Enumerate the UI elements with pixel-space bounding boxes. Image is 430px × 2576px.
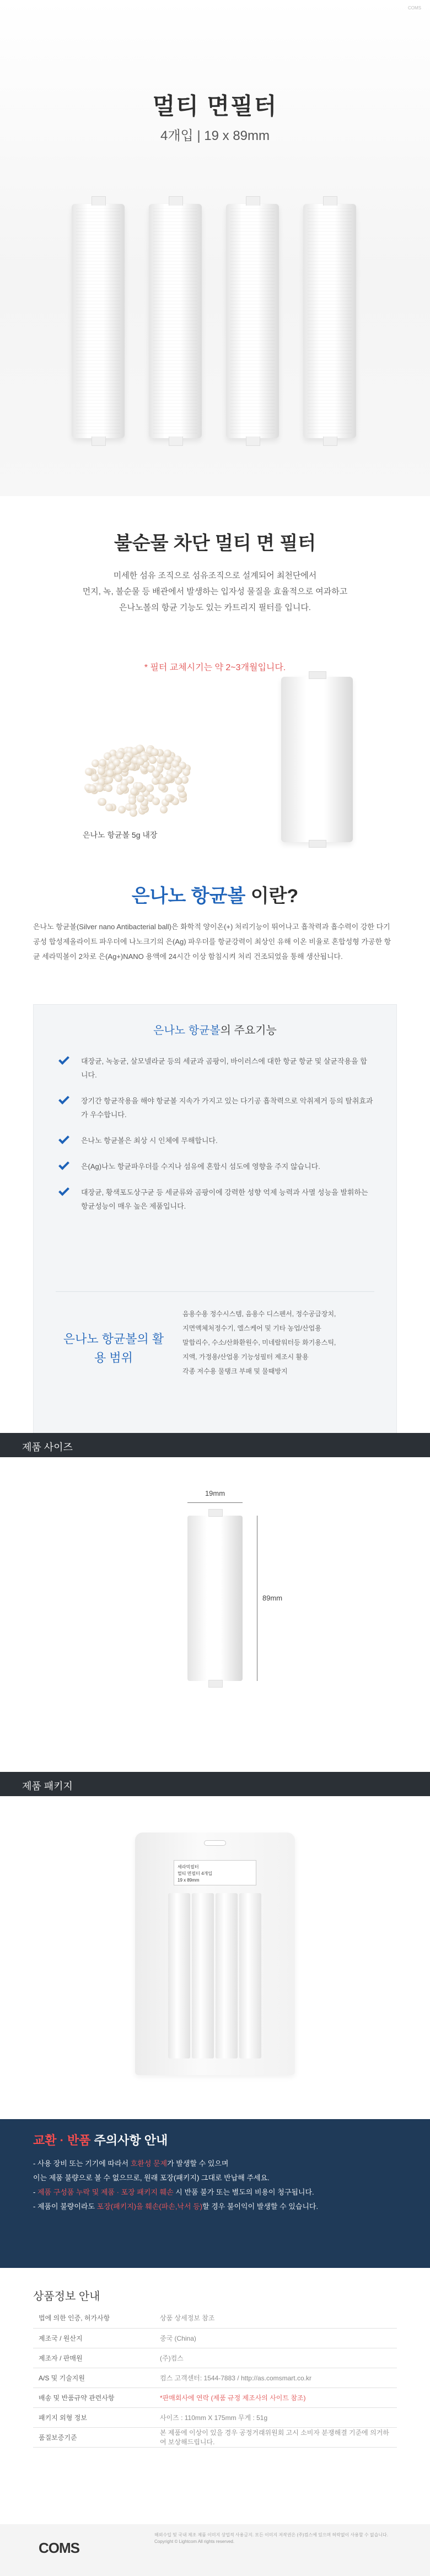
width-dimension-label: 19mm	[205, 1489, 225, 1497]
hang-hole	[204, 1840, 226, 1846]
table-row	[33, 2407, 397, 2427]
size-section-label: 제품 사이즈	[22, 1442, 73, 1453]
caution-highlight: 제품 구성품 누락 및 제품 · 포장 패키지 훼손	[37, 2188, 174, 2196]
info-key: 법에 의한 인증, 허가사항	[33, 2308, 154, 2328]
caution-highlight: 호환성 문제	[130, 2159, 168, 2168]
functions-box	[33, 1004, 397, 1456]
use-range-line: 음용수용 정수시스템, 음용수 디스펜서, 정수공급장치,	[182, 1310, 336, 1318]
functions-list	[59, 1054, 373, 1225]
table-row	[33, 2308, 397, 2328]
filter-image	[149, 204, 202, 438]
ceramic-ball	[123, 755, 131, 763]
package-image	[135, 1833, 295, 2075]
use-range-line: 각종 저수용 물탱크 부패 및 물때방지	[182, 1367, 288, 1375]
functions-title-highlight: 은나노 항균볼	[153, 1025, 221, 1037]
caution-text: 이는 제품 불량으로 볼 수 없으므로, 원래 포장(패키지) 그대로 반납해 주세요.	[33, 2174, 270, 2182]
info-key: 품질보증기준	[33, 2427, 154, 2447]
info-key: 배송 및 반품규약 관련사항	[33, 2388, 154, 2407]
filter-image	[226, 204, 279, 438]
ceramic-ball	[118, 806, 126, 813]
ceramic-ball	[182, 768, 190, 776]
intro-line: 은나노볼의 항균 기능도 있는 카트리지 필터를 입니다.	[119, 603, 311, 612]
info-value: 상품 상세정보 참조	[154, 2308, 397, 2328]
product-title: 멀티 면필터	[152, 93, 278, 119]
caution-text: - 사용 장비 또는 기기에 따라서	[33, 2159, 131, 2168]
ceramic-ball	[146, 784, 154, 792]
ceramic-ball	[136, 782, 143, 790]
ceramic-ball	[105, 776, 113, 784]
ceramic-ball	[106, 769, 114, 777]
function-text: 대장균, 황색포도상구균 등 세균류와 곰팡이에 강력한 성향 억제 능력과 사멸 성능을 발휘하는 항균성능이 매우 높은 제품입니다.	[81, 1188, 368, 1210]
filter-image	[303, 204, 356, 438]
package-label	[174, 1860, 256, 1885]
size-filter-image	[187, 1516, 243, 1681]
package-label-line: 19 x 89mm	[178, 1878, 200, 1883]
check-icon	[58, 1093, 69, 1104]
ceramic-ball	[130, 809, 137, 817]
function-item	[59, 1134, 373, 1147]
ceramic-ball	[126, 776, 134, 784]
packaged-filter	[192, 1893, 214, 2058]
replacement-notice: * 필터 교체시기는 약 2~3개월입니다.	[144, 663, 286, 672]
function-text: 장기간 항균작용을 해야 항균볼 지속가 가지고 있는 다기공 흡착력으로 악취제거 등의 탈취효과가 우수합니다.	[81, 1097, 373, 1119]
filter-closeup-image	[281, 677, 353, 842]
hero-section	[0, 0, 430, 496]
ceramic-ball	[128, 797, 136, 805]
filter-image-group	[72, 182, 358, 468]
use-range-line: 지액, 가정용/산업용 기능성필터 제조시 활용	[182, 1353, 309, 1361]
check-icon	[58, 1185, 69, 1196]
function-item	[59, 1094, 373, 1122]
caution-item	[33, 2157, 397, 2171]
return-caution-section	[0, 2119, 430, 2268]
table-row	[33, 2328, 397, 2348]
package-section-bar	[0, 1772, 430, 1796]
functions-title-rest: 의 주요기능	[220, 1025, 277, 1037]
ceramic-ball	[98, 767, 105, 775]
package-label-line: 세라믹필터	[178, 1864, 199, 1869]
use-range-line: 지면액체처정수기, 엘스케어 및 기타 농업/산업용	[182, 1324, 321, 1332]
function-text: 은나노 항균볼은 최상 시 인체에 무해합니다.	[81, 1136, 218, 1145]
function-item	[59, 1054, 373, 1082]
table-row	[33, 2427, 397, 2447]
info-value: 본 제품에 이상이 있을 경우 공정거래위원회 고시 소비자 분쟁해결 기준에 의거하여 보상해드립니다.	[154, 2427, 397, 2447]
check-icon	[58, 1159, 69, 1170]
info-value: 사이즈 : 110mm X 175mm 무게 : 51g	[154, 2407, 397, 2427]
caution-item	[33, 2200, 397, 2214]
caution-title-highlight: 교환 · 반품	[33, 2133, 91, 2147]
table-row	[33, 2368, 397, 2388]
intro-line: 먼지, 녹, 불순물 등 배관에서 발생하는 입자성 물질을 효율적으로 여과하고	[82, 587, 348, 596]
ceramic-ball	[152, 797, 160, 805]
info-value: 컴스 고객센터: 1544-7883 / http://as.comsmart.co.kr	[154, 2368, 397, 2388]
footer	[0, 2524, 430, 2576]
size-section-bar	[0, 1433, 430, 1457]
intro-description	[0, 568, 430, 616]
packaged-filter	[216, 1893, 238, 2058]
ceramic-ball	[164, 750, 171, 757]
function-text: 은(Ag)나노 항균파우더를 수지나 섬유에 혼합시 섬도에 영향을 주지 않습니다.	[81, 1162, 320, 1171]
info-value: 중국 (China)	[154, 2328, 397, 2348]
caution-text: 가 발생할 수 있으며	[167, 2159, 229, 2168]
brand-badge: COMS	[408, 6, 421, 10]
product-subtitle: 4개입 | 19 x 89mm	[160, 128, 270, 143]
caution-highlight: 포장(패키지)을 훼손(파손,낙서 등)	[96, 2202, 203, 2211]
silver-nano-balls-image	[72, 683, 198, 832]
use-range-title: 은나노 항균볼의 활용 범위	[63, 1332, 164, 1365]
function-item	[59, 1185, 373, 1213]
brand-logo: COMS	[39, 2540, 79, 2556]
ceramic-ball	[96, 784, 104, 792]
ceramic-ball	[177, 785, 185, 793]
caution-text: 시 반품 불가 또는 별도의 비용이 청구됩니다.	[173, 2188, 314, 2196]
ceramic-ball	[152, 770, 160, 778]
filter-image	[72, 204, 125, 438]
divider	[56, 1291, 374, 1292]
check-icon	[58, 1133, 69, 1144]
caution-item	[33, 2171, 397, 2185]
copyright-notice: 해외수입 및 국내 제조 제품 이미지 상업적 사용금지. 모든 이미지 저작권은 (주)컴스에 있으며 허락없이 사용할 수 없습니다. Copyright © Lightcom All rights reserved.	[154, 2532, 389, 2544]
ceramic-ball	[160, 806, 168, 813]
caution-item	[33, 2185, 397, 2200]
product-info-title: 상품정보 안내	[33, 2291, 100, 2303]
functions-title	[34, 1021, 396, 1037]
intro-line: 미세한 섬유 조직으로 섬유조직으로 설계되어 최천단에서	[113, 571, 317, 580]
packaged-filter	[239, 1893, 261, 2058]
nano-heading	[0, 881, 430, 908]
info-value: *판매회사에 연락 (제품 규정 제조사의 사이트 참조)	[154, 2388, 397, 2407]
check-icon	[58, 1054, 69, 1065]
product-info-table	[33, 2308, 397, 2448]
intro-heading: 불순물 차단 멀티 면 필터	[114, 533, 316, 554]
packaged-filter	[168, 1893, 190, 2058]
caution-text: - 제품이 불량이라도	[33, 2202, 97, 2211]
info-value: (주)컴스	[154, 2348, 397, 2368]
height-dimension-label: 89mm	[262, 1594, 283, 1602]
function-text: 대장균, 녹농균, 살모넬라균 등의 세균과 곰팡이, 바이러스에 대한 항균 항균 및 살균작용을 합니다.	[81, 1057, 367, 1079]
caution-text: 할 경우 불이익이 발생할 수 있습니다.	[202, 2202, 319, 2211]
width-dimension-line	[187, 1502, 243, 1503]
info-key: 패키지 외형 정보	[33, 2407, 154, 2427]
table-row	[33, 2348, 397, 2368]
info-key: 제조국 / 원산지	[33, 2328, 154, 2348]
ceramic-ball	[165, 794, 173, 802]
caution-text: -	[33, 2188, 37, 2196]
balls-caption: 은나노 항균볼 5g 내장	[83, 831, 158, 839]
ceramic-ball	[149, 756, 157, 764]
caution-title-rest: 주의사항 안내	[90, 2133, 168, 2147]
ceramic-ball	[160, 777, 168, 785]
caution-title	[33, 2131, 168, 2148]
packaged-filters	[168, 1893, 262, 2058]
ceramic-ball	[136, 745, 144, 752]
package-section-label: 제품 패키지	[22, 1781, 73, 1792]
function-item	[59, 1160, 373, 1173]
caution-list	[33, 2157, 397, 2214]
package-label-line: 멀티 면필터 4개입	[178, 1871, 212, 1876]
table-row	[33, 2388, 397, 2407]
nano-heading-highlight: 은나노 항균볼	[131, 886, 246, 907]
ceramic-ball	[105, 784, 112, 792]
use-range-line: 말합리수, 수소/산화환원수, 미네랄워터등 화기용스틱,	[182, 1339, 336, 1346]
info-key: A/S 및 기술지원	[33, 2368, 154, 2388]
nano-heading-rest: 이란?	[245, 886, 299, 907]
info-key: 제조자 / 판매원	[33, 2348, 154, 2368]
nano-description: 은나노 항균볼(Silver nano Antibacterial ball)은 화학적 양이온(+) 처리기능이 뛰어나고 흡착력과 흡수력이 강한 다기공성 합성제올라이트 파우더에 나노크기의 은(Ag) 파우더를 항균강력이 최상인 유해 이온 비율로 혼합성형 가공한 항균 세라믹볼이 2차로 은(Ag+)NANO 용액에 24시간 이상 함침시켜 처리 건조되었을 통해 생산됩니다.	[33, 923, 391, 961]
ceramic-ball	[137, 758, 144, 766]
use-range-list	[182, 1307, 381, 1378]
